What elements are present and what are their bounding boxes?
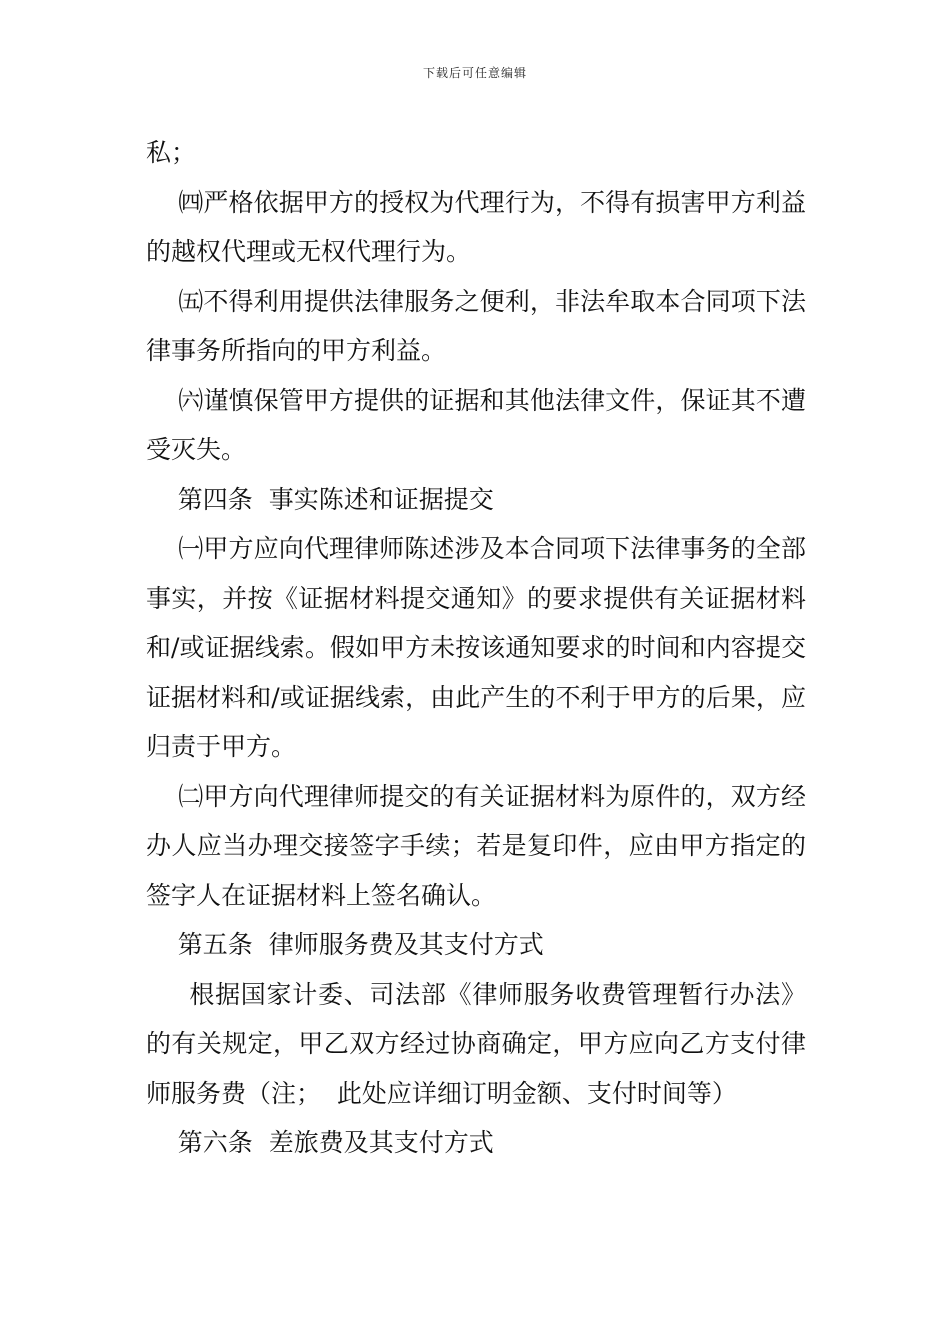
- paragraph-article-4-item-2: ㈡甲方向代理律师提交的有关证据材料为原件的，双方经办人应当办理交接签字手续；若是复印件，应由甲方指定的签字人在证据材料上签名确认。: [146, 781, 806, 910]
- page-header: 下载后可任意编辑: [422, 66, 527, 80]
- article-4-heading: 第四条 事实陈述和证据提交: [146, 484, 494, 514]
- article-6-heading: 第六条 差旅费及其支付方式: [146, 1128, 494, 1157]
- paragraph-item-6: ㈥谨慎保管甲方提供的证据和其他法律文件，保证其不遭受灭失。: [146, 385, 806, 464]
- document-body: [146, 128, 806, 1168]
- paragraph-article-5-body: 根据国家计委、司法部《律师服务收费管理暂行办法》的有关规定，甲乙双方经过协商确定，甲方应向乙方支付律师服务费（注； 此处应详细订明金额、支付时间等）: [146, 979, 806, 1108]
- paragraph-continuation: 私；: [146, 138, 197, 167]
- article-5-heading: 第五条 律师服务费及其支付方式: [146, 930, 544, 959]
- paragraph-item-5: ㈤不得利用提供法律服务之便利，非法牟取本合同项下法律事务所指向的甲方利益。: [146, 286, 806, 365]
- paragraph-article-4-item-1: ㈠甲方应向代理律师陈述涉及本合同项下法律事务的全部事实，并按《证据材料提交通知》的要求提供有关证据材料和/或证据线索。假如甲方未按该通知要求的时间和内容提交证据材料和/或证据线索，由此产生的不利于甲方的后果，应归责于甲方。: [146, 534, 806, 761]
- paragraph-item-4: ㈣严格依据甲方的授权为代理行为，不得有损害甲方利益的越权代理或无权代理行为。: [146, 187, 806, 266]
